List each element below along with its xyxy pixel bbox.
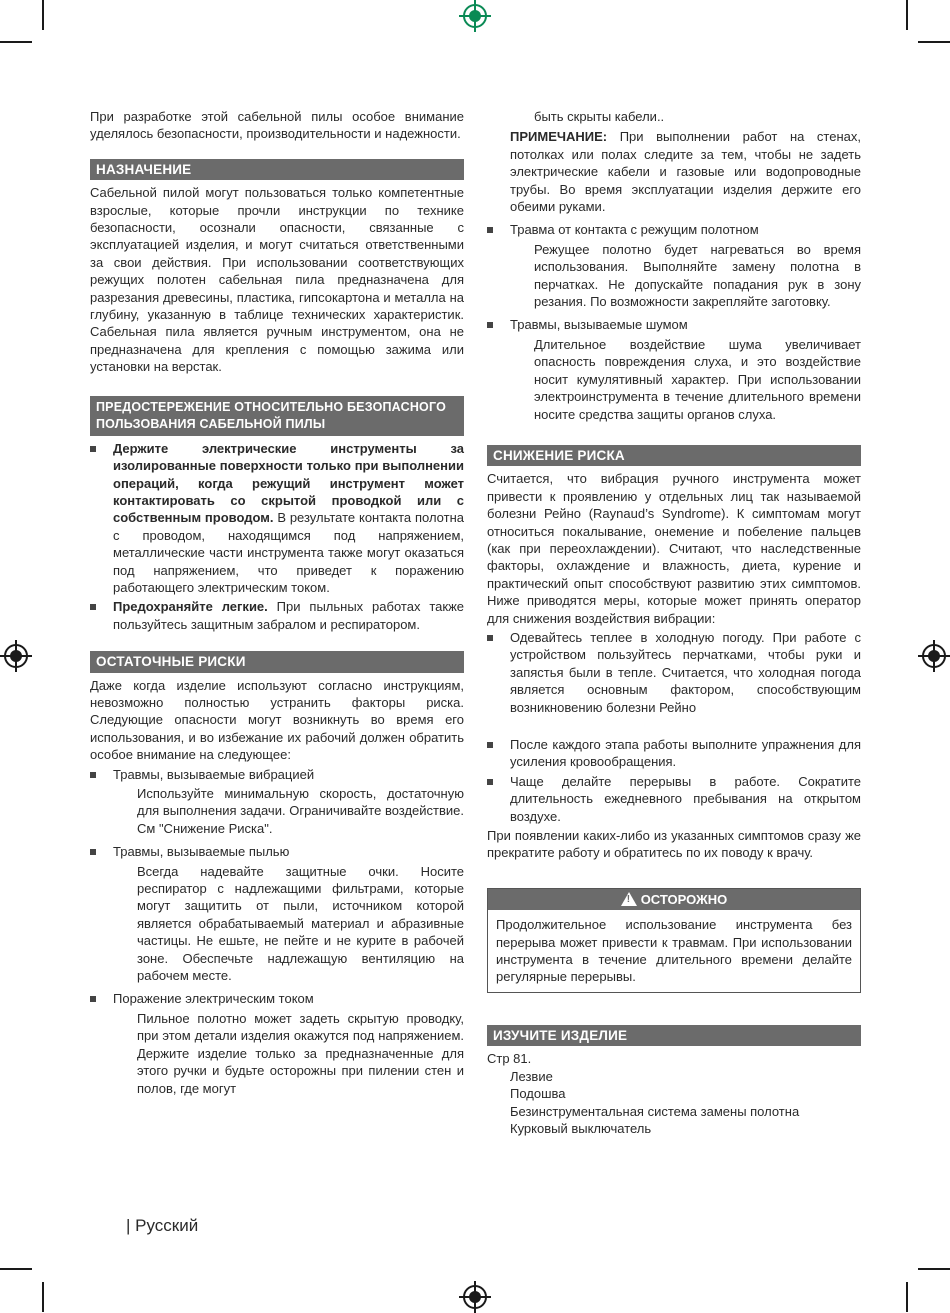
bullet-icon (487, 227, 493, 233)
crop-mark (918, 1268, 950, 1270)
caution-heading: ОСТОРОЖНО (640, 891, 728, 907)
study-page: Стр 81. (487, 1051, 532, 1067)
list-item: Лезвие (510, 1068, 553, 1084)
caution-text: Продолжительное использование инструмента без перерыва может привести к травмам. При использовании инструмента в течение длительного времени делайте регулярные перерывы. (496, 917, 852, 985)
bullet-icon (90, 446, 96, 452)
registration-mark-icon (463, 1285, 487, 1309)
item-description-continued: быть скрыты кабели.. (534, 109, 665, 124)
item-text: Одевайтесь теплее в холодную погоду. При работе с устройством пользуйтесь перчатками, чтобы руки и запястья были в тепле. Считается, что холодная погода является основным фактором, способствующим возникновению болезни Рейно (510, 629, 861, 715)
item-text: После каждого этапа работы выполните упражнения для усиления кровообращения. (510, 737, 861, 770)
item-text: Чаще делайте перерывы в работе. Сократите длительность ежедневного пребывания на открытом воздухе. (510, 773, 861, 824)
crop-mark (0, 41, 32, 43)
residual-text: Даже когда изделие используют согласно инструкциям, невозможно полностью устранить факторы риска. Следующие опасности могут возникнуть во время его использования, и во избежание их рабочий должен обратить особое внимание на следующее: (90, 677, 464, 763)
heading-line: ПРЕДОСТЕРЕЖЕНИЕ ОТНОСИТЕЛЬНО БЕЗОПАСНОГО (96, 399, 447, 414)
section-heading-safety (90, 396, 464, 436)
risk-after-text: При появлении каких-либо из указанных симптомов сразу же прекратите работу и обратитесь по их поводу к врачу. (487, 828, 861, 861)
item-text: При пыльных работах также пользуйтесь защитным забралом и респиратором. (113, 599, 464, 632)
item-description: Используйте минимальную скорость, достаточную для выполнения задачи. Ограничивайте воздействие. См "Снижение Риска". (137, 786, 464, 836)
bold-text: Держите электрические инструменты за изолированные поверхности только при выполнении операций, когда режущий инструмент может контактировать со скрытой проводкой или с собственным проводом. (113, 440, 464, 526)
registration-mark-icon (4, 644, 28, 668)
bullet-icon (90, 772, 96, 778)
section-heading-residual: ОСТАТОЧНЫЕ РИСКИ (90, 651, 464, 672)
list-item (487, 629, 861, 716)
section-heading-risk: СНИЖЕНИЕ РИСКА (487, 445, 861, 466)
purpose-text: Сабельной пилой могут пользоваться только компетентные взрослые, которые прочли инструкции по технике безопасности, осознали опасности, связанные с эксплуатацией изделия, и могут считаться ответственными за свои действия. При использовании соответствующих режущих полотен сабельная пила предназначена для разрезания древесины, пластика, гипсокартона и металла на глубину, указанную в таблице технических характеристик. Сабельная пила является ручным инструментом, она не предназначена для крепления с помощью зажима или установки на верстак. (90, 185, 464, 375)
note-text: При выполнении работ на стенах, потолках или полах следите за тем, чтобы не задеть электрические кабели и газовые или водопроводные трубы. Во время эксплуатации изделия держите его обеими руками. (510, 129, 861, 215)
item-title: Травмы, вызываемые шумом (510, 317, 688, 333)
list-item: Курковый выключатель (510, 1120, 652, 1136)
left-column (90, 108, 464, 1103)
list-item (90, 843, 464, 860)
crop-mark (906, 1282, 908, 1312)
item-description: Длительное воздействие шума увеличивает опасность повреждения слуха, и это воздействие носит кумулятивный характер. При использовании электроинструмента в течение длительного времени носите средства защиты органов слуха. (534, 336, 861, 422)
item-description: Режущее полотно будет нагреваться во время использования. Выполняйте замену полотна в перчатках. Не допускайте попадания рук в зону резания. По возможности закрепляйте заготовку. (534, 241, 861, 310)
list-item (90, 598, 464, 633)
item-text: В результате контакта полотна с проводом, находящимся под напряжением, металлические части инструмента также могут оказаться под напряжением, что приведет к поражению работающего электрическим током. (113, 510, 464, 595)
list-item (487, 221, 861, 238)
list-item (90, 440, 464, 597)
item-description: Всегда надевайте защитные очки. Носите респиратор с надлежащими фильтрами, которые могут защитить от пыли, источником которой является обрабатываемый материал и абразивные частицы. Не ешьте, не пейте и не курите в рабочей зоне. Обеспечьте надлежащую вентиляцию на рабочем месте. (137, 863, 464, 984)
crop-mark (42, 0, 44, 30)
bullet-icon (90, 849, 96, 855)
item-title: Травмы, вызываемые вибрацией (113, 766, 315, 782)
bullet-icon (487, 779, 493, 785)
parts-list (487, 1068, 861, 1138)
caution-header (488, 889, 860, 910)
section-heading-purpose: НАЗНАЧЕНИЕ (90, 159, 464, 180)
list-item (487, 316, 861, 333)
heading-line: ПОЛЬЗОВАНИЯ САБЕЛЬНОЙ ПИЛЫ (96, 416, 326, 431)
item-title: Травмы, вызываемые пылью (113, 844, 290, 860)
item-description: Пильное полотно может задеть скрытую проводку, при этом детали изделия окажутся под напряжением. Держите изделие только за предназначенные для этого ручки и будьте осторожны при пилении стен и полов, где могут (137, 1010, 464, 1096)
list-item (487, 773, 861, 825)
crop-mark (42, 1282, 44, 1312)
registration-mark-icon (463, 4, 487, 28)
crop-mark (918, 41, 950, 43)
list-item: Подошва (510, 1086, 566, 1102)
bullet-icon (487, 322, 493, 328)
note-label: ПРИМЕЧАНИЕ: (510, 129, 608, 145)
list-item: Безинструментальная система замены полотна (510, 1103, 800, 1119)
risk-text: Считается, что вибрация ручного инструмента может привести к проявлению у отдельных лиц так называемой болезни Рейно (Raynaud’s Syndrome). К симптомам могут относиться покалывание, онемение и побеление пальцев (как при переохлаждении). Считают, что наследственные факторы, охлаждение и влажность, диета, курение и практический опыт способствуют развитию этих симптомов. Ниже приводятся меры, которые может принять оператор для снижения воздействия вибрации: (487, 471, 861, 626)
note (487, 128, 861, 215)
list-item (487, 736, 861, 771)
crop-mark (906, 0, 908, 30)
right-column (487, 108, 861, 1137)
list-item (90, 990, 464, 1007)
caution-box (487, 888, 861, 993)
bullet-icon (90, 604, 96, 610)
registration-mark-icon (922, 644, 946, 668)
warning-triangle-icon: ! (621, 892, 637, 906)
bullet-icon (487, 742, 493, 748)
bullet-icon (487, 635, 493, 641)
page-footer-language: | Русский (126, 1216, 199, 1235)
item-title: Травма от контакта с режущим полотном (510, 222, 759, 238)
bullet-icon (90, 996, 96, 1002)
section-heading-study: ИЗУЧИТЕ ИЗДЕЛИЕ (487, 1025, 861, 1046)
list-item (90, 766, 464, 783)
intro-text: При разработке этой сабельной пилы особое внимание уделялось безопасности, производительности и надежности. (90, 109, 464, 142)
bold-text: Предохраняйте легкие. (113, 599, 268, 615)
item-title: Поражение электрическим током (113, 991, 314, 1007)
crop-mark (0, 1268, 32, 1270)
